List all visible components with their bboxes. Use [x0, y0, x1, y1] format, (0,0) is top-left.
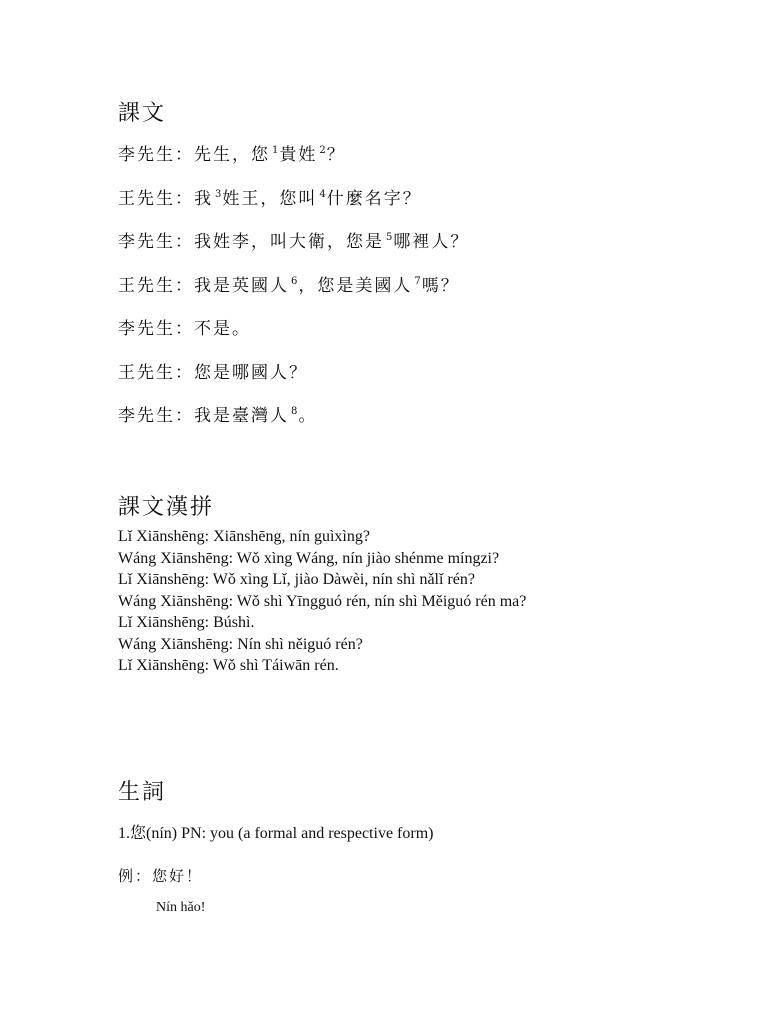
vocab-example — [118, 865, 203, 886]
dialog-text: 姓王，您叫 — [222, 188, 318, 209]
pinyin-line: Wáng Xiānshēng: Wǒ shì Yīngguó rén, nín shì Měiguó rén ma? — [118, 592, 527, 610]
lesson-heading: 課文 — [118, 101, 167, 126]
pinyin-line: Wáng Xiānshēng: Wǒ xìng Wáng, nín jiào shénme míngzi? — [118, 549, 500, 567]
footnote-number: 8 — [291, 406, 298, 417]
dialog-line — [118, 140, 346, 165]
dialog-line — [118, 227, 469, 252]
dialog-text: 什麼名字？ — [326, 188, 422, 209]
speaker-label: 李先生： — [118, 232, 194, 252]
dialog-text: 我是英國人 — [194, 275, 289, 296]
dialog-line — [118, 314, 251, 339]
pinyin-line: Wáng Xiānshēng: Nín shì něiguó rén? — [118, 635, 363, 653]
footnote-number: 2 — [319, 145, 326, 156]
vocab-entry-definition: (nín) PN: you (a formal and respective form) — [146, 825, 434, 842]
dialog-text: 哪裡人？ — [393, 232, 470, 252]
dialog-text: 。 — [298, 406, 318, 426]
dialog-text: 先生，您 — [194, 145, 270, 165]
dialog-text: 我是臺灣人 — [194, 406, 289, 426]
footnote-number: 4 — [319, 188, 326, 200]
vocabulary-heading: 生詞 — [118, 780, 167, 805]
footnote-number: 7 — [414, 275, 421, 287]
vocab-entry-number: 1. — [118, 825, 130, 842]
dialog-text: 不是。 — [194, 319, 251, 339]
dialog-line — [118, 401, 317, 426]
dialog-line — [118, 184, 422, 209]
dialog-text: 貴姓 — [279, 145, 318, 165]
example-label: 例： — [118, 867, 153, 885]
dialog-text: 嗎？ — [421, 275, 460, 296]
example-pinyin: Nín hǎo! — [156, 900, 206, 915]
pinyin-line: Lǐ Xiānshēng: Xiānshēng, nín guìxìng? — [118, 528, 370, 545]
speaker-label: 李先生： — [118, 319, 194, 339]
dialog-text: ？ — [326, 145, 346, 165]
pinyin-line: Lǐ Xiānshēng: Búshì. — [118, 614, 255, 631]
footnote-number: 1 — [272, 145, 279, 156]
example-text: 您好！ — [152, 867, 204, 885]
speaker-label: 王先生： — [118, 275, 194, 296]
speaker-label: 王先生： — [118, 362, 194, 383]
pinyin-dialog — [118, 526, 526, 677]
pinyin-line: Lǐ Xiānshēng: Wǒ shì Táiwān rén. — [118, 657, 339, 674]
dialog-line — [118, 271, 460, 296]
footnote-number: 3 — [215, 188, 222, 200]
vocab-entry-word: 您 — [130, 823, 147, 842]
vocab-entry — [118, 820, 433, 843]
dialog-text: 您是哪國人？ — [194, 362, 308, 383]
dialog-line — [118, 358, 308, 383]
pinyin-heading: 課文漢拼 — [118, 495, 215, 520]
speaker-label: 王先生： — [118, 188, 194, 209]
speaker-label: 李先生： — [118, 145, 194, 165]
dialog-text: 我姓李，叫大衛，您是 — [194, 232, 384, 252]
footnote-number: 6 — [291, 275, 298, 287]
speaker-label: 李先生： — [118, 406, 194, 426]
pinyin-line: Lǐ Xiānshēng: Wǒ xìng Lǐ, jiào Dàwèi, nín shì nǎlǐ rén? — [118, 571, 475, 588]
dialog-text: 我 — [194, 188, 213, 209]
dialog-text: ，您是美國人 — [298, 275, 413, 296]
footnote-number: 5 — [386, 232, 393, 243]
